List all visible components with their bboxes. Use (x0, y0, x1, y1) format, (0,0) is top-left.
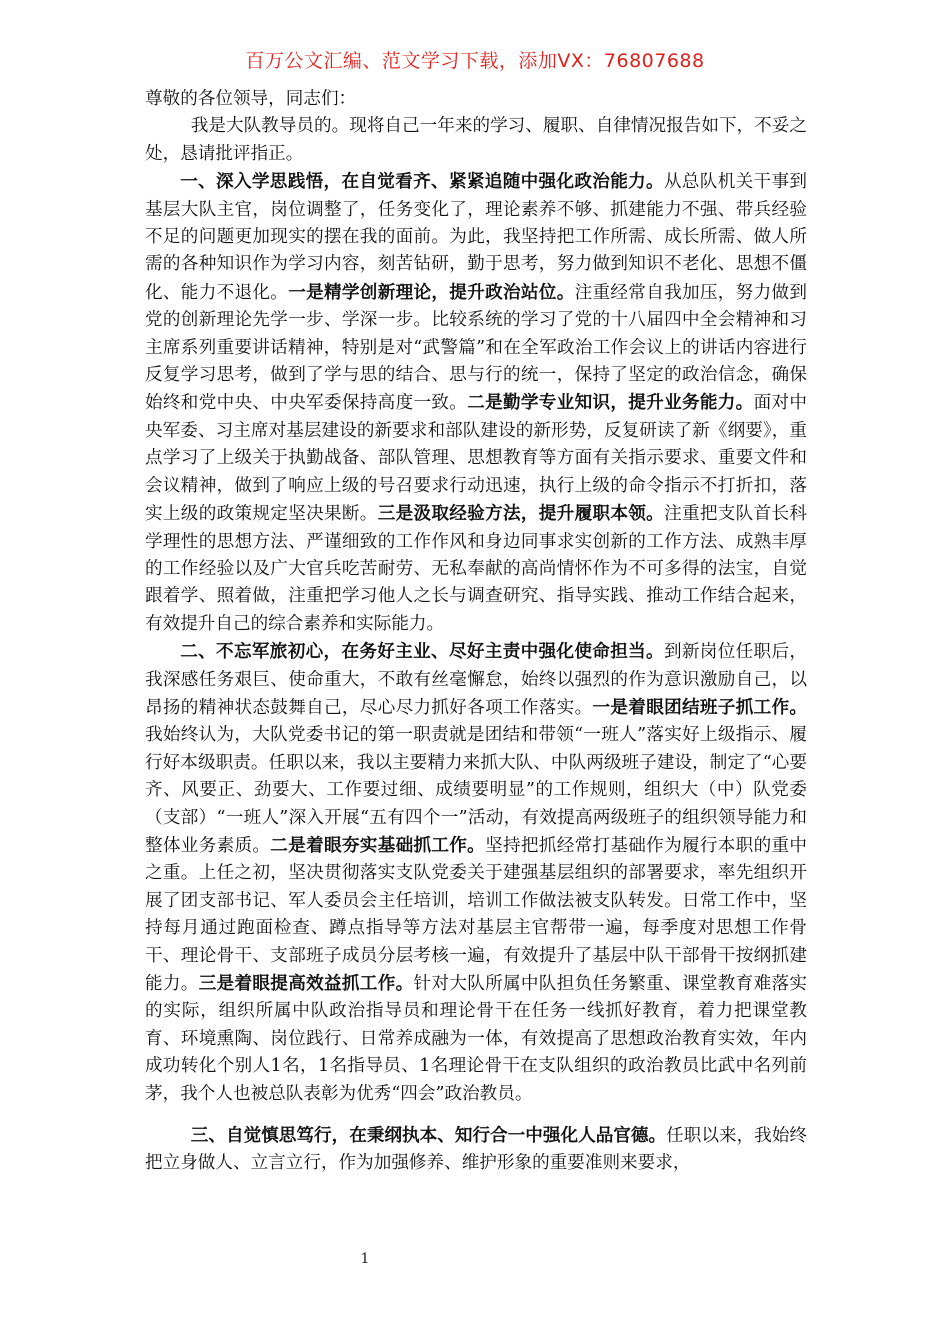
section-2-point-3-text: 针对大队所属中队担负任务繁重、课堂教育难落实的实际，组织所属中队政治指导员和理论骨干在任务一线抓好教育，着力把课堂教育、环境熏陶、岗位践行、日常养成融为一体，有效提高了思想政治教育实效，年内成功转化个别人1名，1名指导员、1名理论骨干在支队组织的政治教员比武中名列前茅，我个人也被总队表彰为优秀“四会”政治教员。 (145, 974, 807, 1104)
section-1-paragraph (145, 168, 807, 638)
section-2-point-2-heading: 二是着眼夯实基础抓工作。 (270, 834, 486, 856)
section-1-heading: 一、深入学思践悟，在自觉看齐、紧紧追随中强化政治能力。 (180, 171, 664, 193)
section-1-point-3-text: 注重把支队首长科学理性的思想方法、严谨细致的工作作风和身边同事求实创新的工作方法、成熟丰厚的工作经验以及广大官兵吃苦耐劳、无私奉献的高尚情怀作为不可多得的法宝，自觉跟着学、照着做，注重把学习他人之长与调查研究、指导实践、推动工作结合起来，有效提升自己的综合素养和实际能力。 (145, 504, 807, 634)
watermark-banner: 百万公文汇编、范文学习下载，添加VX：76807688 (245, 50, 705, 72)
page-number: 1 (360, 1251, 370, 1267)
intro-paragraph: 我是大队教导员的。现将自己一年来的学习、履职、自律情况报告如下，不妥之处，恳请批评指正。 (145, 116, 807, 164)
document-body (145, 86, 807, 1178)
section-1-text: 从总队机关干事到基层大队主官，岗位调整了，任务变化了，理论素养不够、抓建能力不强、带兵经验不足的问题更加现实的摆在我的面前。为此，我坚持把工作所需、成长所需、做人所需的各种知识作为学习内容，刻苦钻研，勤于思考，努力做到知识不老化、思想不僵化、能力不退化。 (145, 172, 807, 303)
section-2-point-1-heading: 一是着眼团结班子抓工作。 (592, 696, 807, 718)
section-2-text: 到新岗位任职后，我深感任务艰巨、使命重大，不敢有丝毫懈怠，始终以强烈的作为意识激励自己，以昂扬的精神状态鼓舞自己，尽心尽力抓好各项工作落实。 (145, 642, 807, 718)
section-1-point-1-heading: 一是精学创新理论，提升政治站位。 (288, 281, 575, 303)
section-1-point-2-text: 面对中央军委、习主席对基层建设的新要求和部队建设的新形势，反复研读了新《纲要》，重点学习了上级关于执勤战备、部队管理、思想教育等方面有关指示要求、重要文件和会议精神，做到了响应上级的号召要求行动迅速，执行上级的命令指示不打折扣，落实上级的政策规定坚决果断。 (145, 393, 807, 525)
section-2-point-2-text: 坚持把抓经常打基础作为履行本职的重中之重。上任之初，坚决贯彻落实支队党委关于建强基层组织的部署要求，率先组织开展了团支部书记、军人委员会主任培训，培训工作做法被支队转发。日常工作中，坚持每月通过跑面检查、蹲点指导等方法对基层主官帮带一遍，每季度对思想工作骨干、理论骨干、支部班子成员分层考核一遍，有效提升了基层中队干部骨干按纲抓建能力。 (145, 835, 807, 994)
section-2-heading: 二、不忘军旅初心，在务好主业、尽好主责中强化使命担当。 (180, 641, 664, 663)
section-1-point-2-heading: 二是勤学专业知识，提升业务能力。 (467, 392, 754, 414)
salutation: 尊敬的各位领导，同志们： (145, 89, 357, 109)
section-1-point-3-heading: 三是汲取经验方法，提升履职本领。 (377, 503, 665, 525)
section-3-paragraph (145, 1122, 807, 1178)
section-1-point-1-text: 注重经常自我加压，努力做到党的创新理论先学一步、学深一步。比较系统的学习了党的十八届四中全会精神和习主席系列重要讲话精神，特别是对“武警篇”和在全军政治工作会议上的讲话内容进行反复学习思考，做到了学与思的结合、思与行的统一，保持了坚定的政治信念，确保始终和党中央、中央军委保持高度一致。 (145, 282, 807, 414)
section-2-point-1-text: 我始终认为，大队党委书记的第一职责就是团结和带领“一班人”落实好上级指示、履行好本级职责。任职以来，我以主要精力来抓大队、中队两级班子建设，制定了“心要齐、风要正、劲要大、工作要过细、成绩要明显”的工作规则，组织大（中）队党委（支部）“一班人”深入开展“五有四个一”活动，有效提高两级班子的组织领导能力和整体业务素质。 (145, 725, 807, 856)
section-3-heading: 三、自觉慎思笃行，在秉纲执本、知行合一中强化人品官德。 (190, 1125, 667, 1147)
section-2-point-3-heading: 三是着眼提高效益抓工作。 (198, 973, 414, 994)
section-3-text: 任职以来，我始终把立身做人、立言立行，作为加强修养、维护形象的重要准则来要求， (145, 1126, 807, 1174)
section-2-paragraph (145, 638, 807, 1108)
